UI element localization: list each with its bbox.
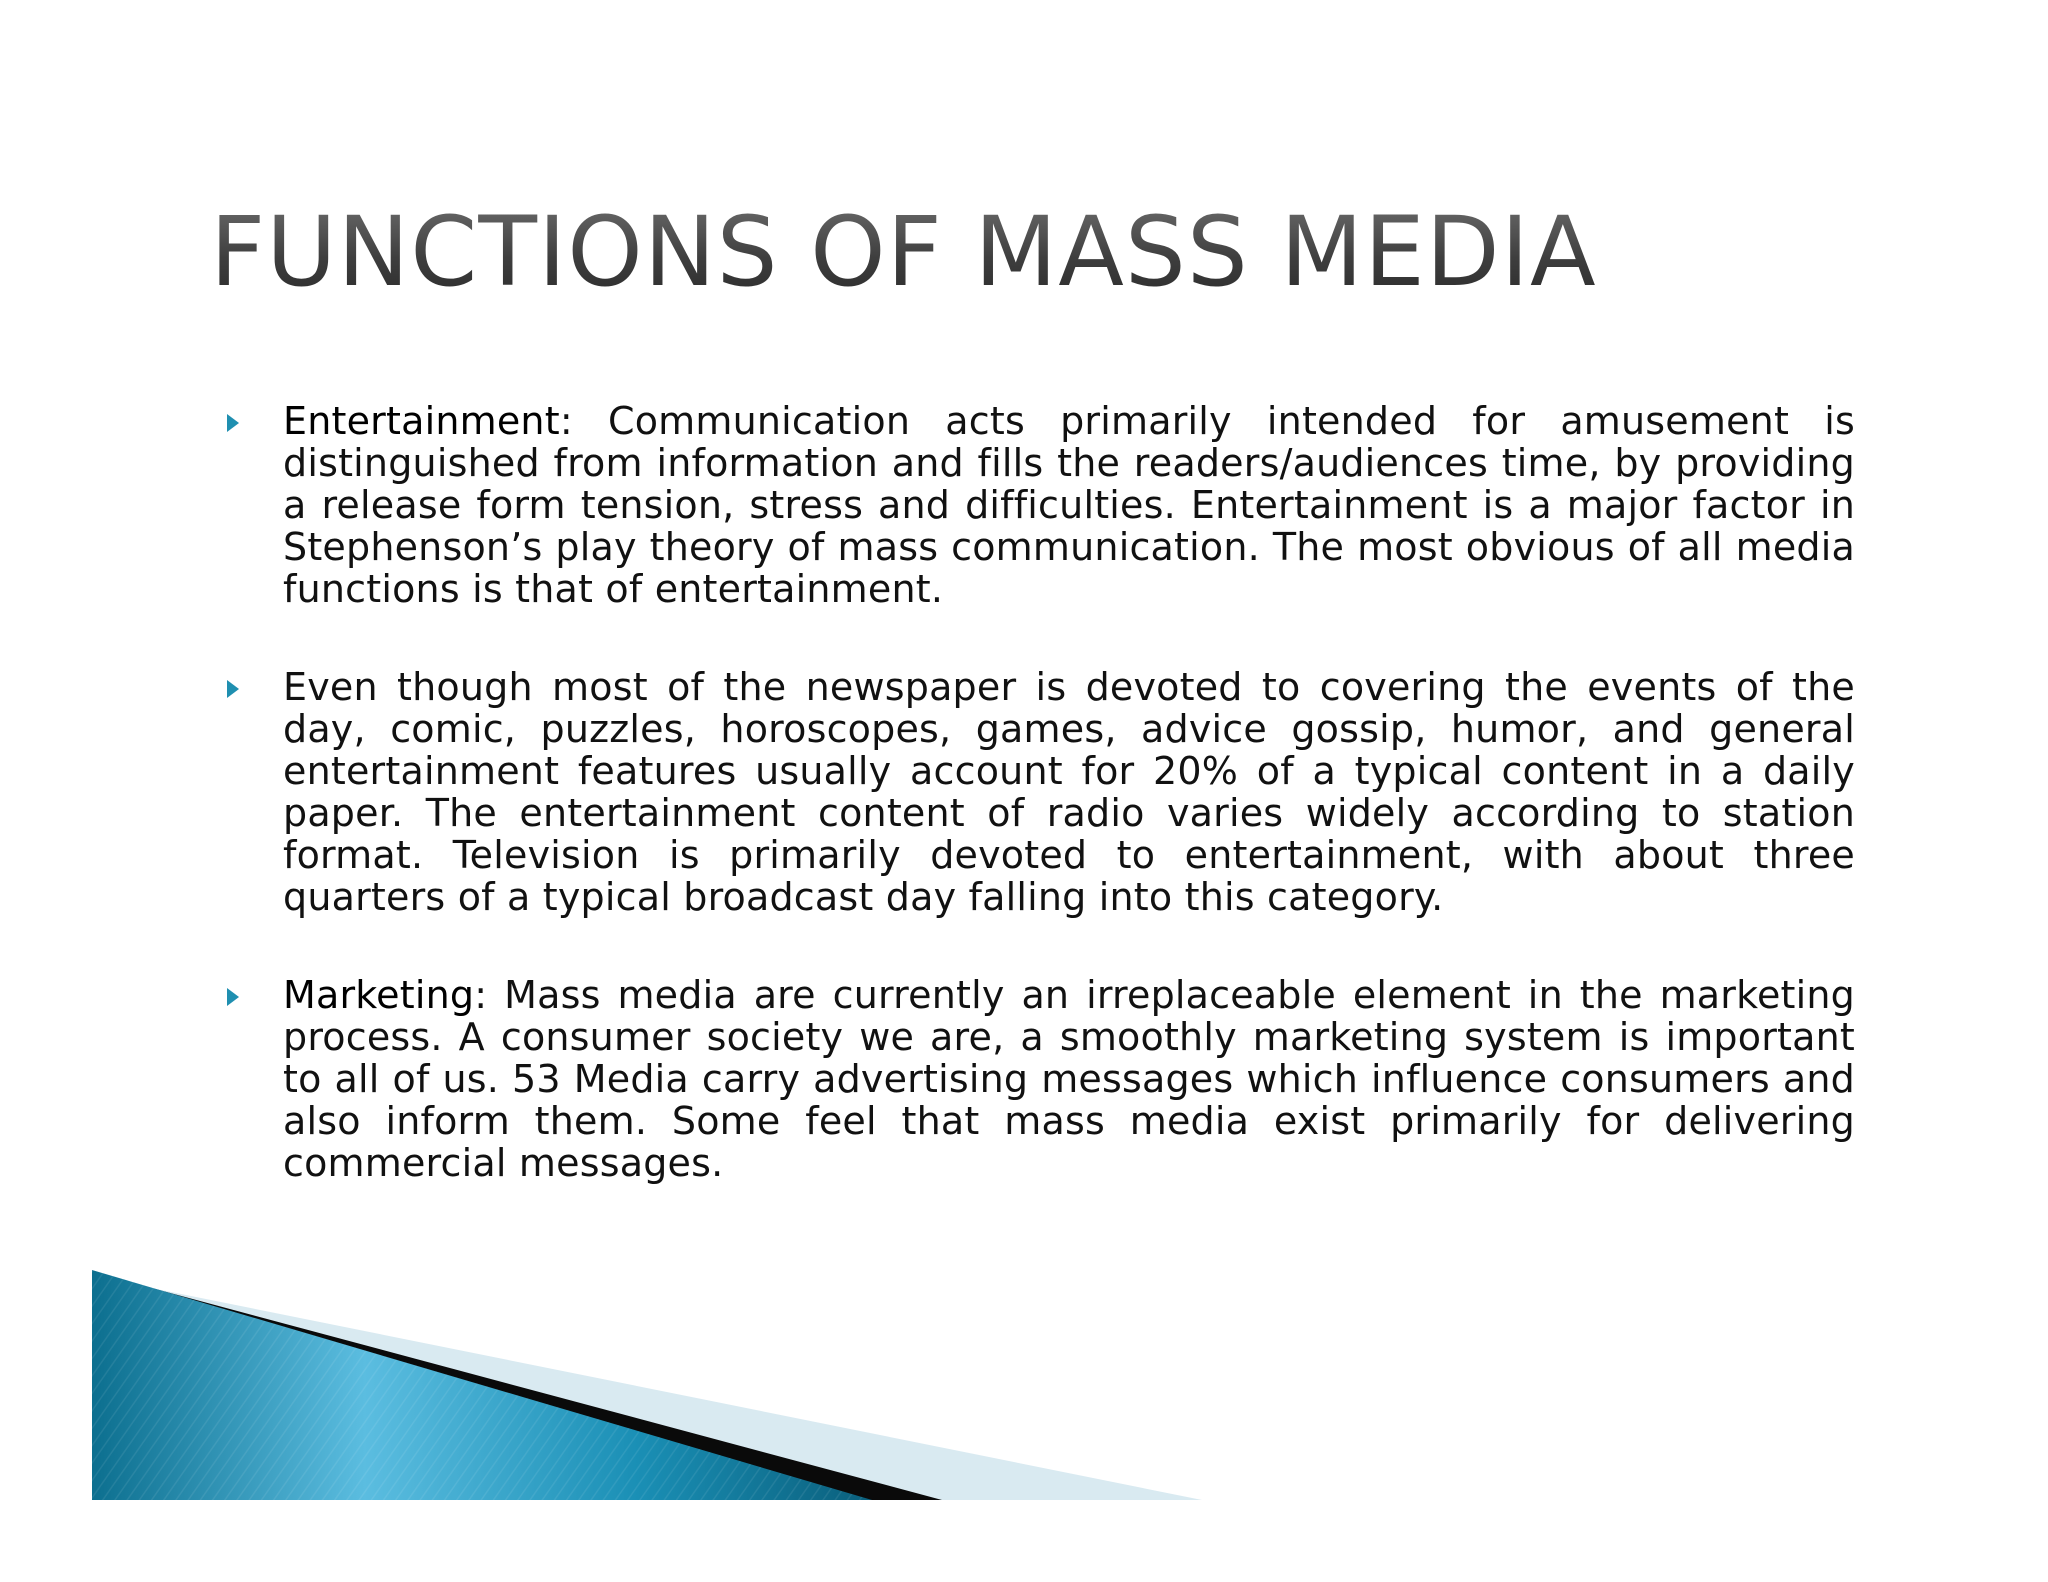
slide-title: FUNCTIONS OF MASS MEDIA [210,200,1910,306]
bullet-marketing [215,974,1855,1184]
bullet-text [283,400,1855,610]
bullet-text [283,974,1855,1184]
bullet-separator: : [474,973,488,1017]
triangle-right-icon [227,414,239,432]
bullet-term: Marketing [283,973,475,1017]
blue-band-texture [92,1270,872,1500]
bullet-separator: : [559,399,573,443]
bullet-text [283,666,1855,918]
decorative-swoosh [92,1270,1202,1500]
bullet-list [215,400,1855,1184]
bullet-body: Communication acts primarily intended for amusement is distinguished from information and fills the readers/audiences time, by providing a release form tension, stress and difficulties. Entertainment is a major factor in Stephenson’s play theory of mass communication. The most obvious of all media functions is that of entertainment. [283,399,1855,611]
bullet-body: Even though most of the newspaper is devoted to covering the events of the day, comic, puzzles, horoscopes, games, advice gossip, humor, and general entertainment features usually account for 20% of a typical content in a daily paper. The entertainment content of radio varies widely according to station format. Television is primarily devoted to entertainment, with about three quarters of a typical broadcast day falling into this category. [283,665,1855,919]
bullet-body: Mass media are currently an irreplaceable element in the marketing process. A consumer society we are, a smoothly marketing system is important to all of us. 53 Media carry advertising messages which influence consumers and also inform them. Some feel that mass media exist primarily for delivering commercial messages. [283,973,1855,1185]
bullet-newspaper [215,666,1855,918]
bullet-term: Entertainment [283,399,560,443]
triangle-right-icon [227,680,239,698]
bullet-entertainment [215,400,1855,610]
triangle-right-icon [227,988,239,1006]
